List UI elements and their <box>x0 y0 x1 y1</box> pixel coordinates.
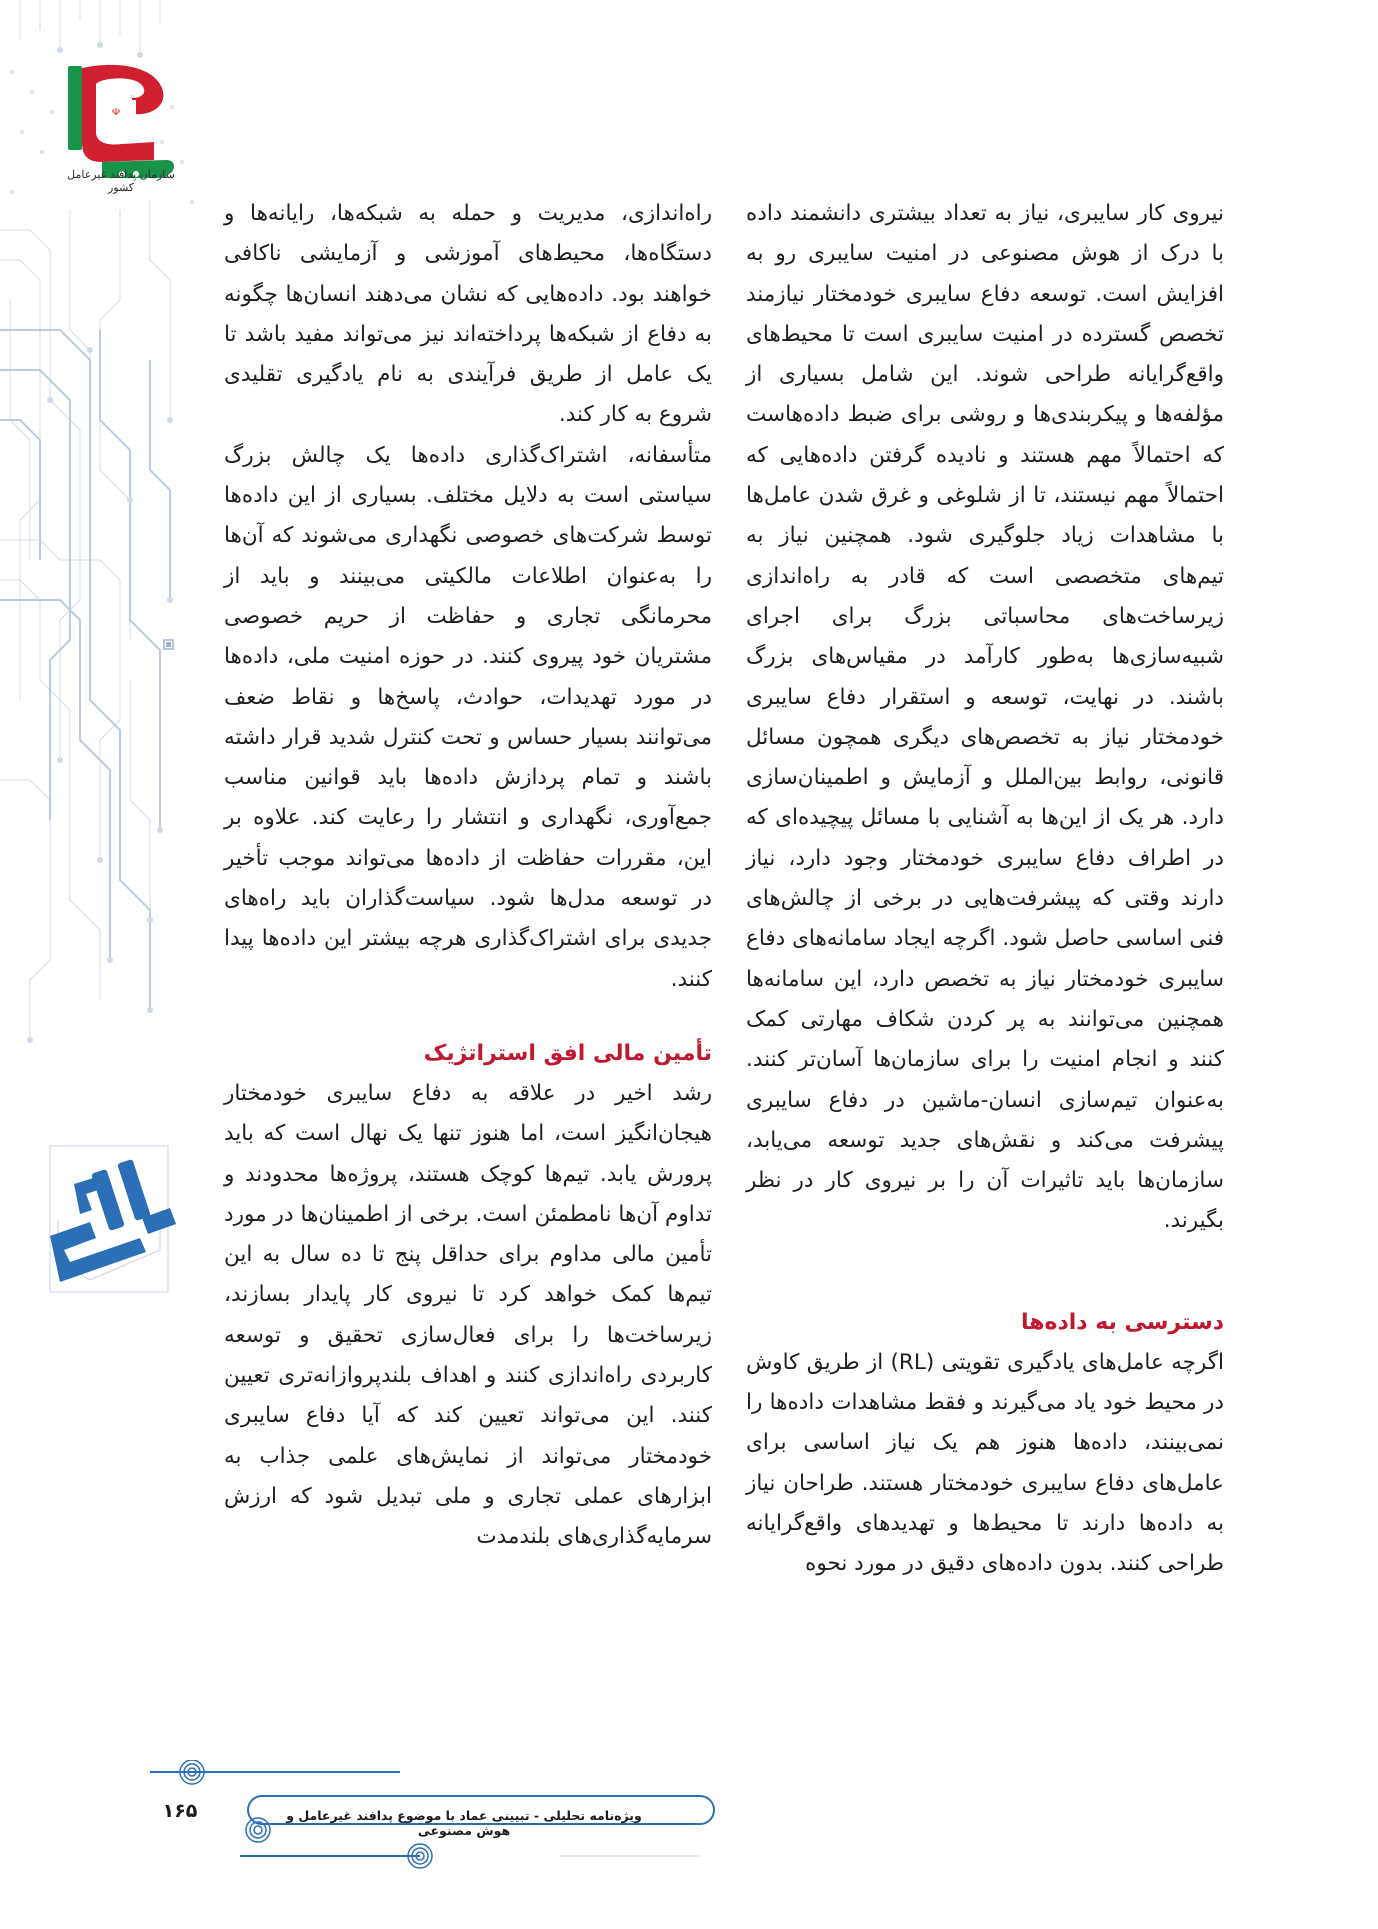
svg-text:☫: ☫ <box>111 107 121 118</box>
left-column <box>224 194 712 1558</box>
right-column <box>746 194 1224 1585</box>
body-paragraph: متأسفانه، اشتراک‌گذاری داده‌ها یک چالش بزرگ سیاستی است به دلایل مختلف. بسیاری از این داده‌ها توسط شرکت‌های خصوصی نگهداری می‌شوند که آن‌ها را به‌عنوان اطلاعات مالکیتی می‌بینند و باید از محرمانگی تجاری و حفاظت از حریم خصوصی مشتریان خود پیروی کنند. در حوزه امنیت ملی، داده‌ها در مورد تهدیدات، حوادث، پاسخ‌ها و نقاط ضعف می‌توانند بسیار حساس و تحت کنترل شدید قرار داشته باشند و تمام پردازش داده‌ها باید قوانین مناسب جمع‌آوری، نگهداری و انتشار را رعایت کند. علاوه بر این، مقررات حفاظت از داده‌ها می‌تواند موجب تأخیر در توسعه مدل‌ها شود. سیاست‌گذاران باید راه‌های جدیدی برای اشتراک‌گذاری هرچه بیشتر این داده‌ها پیدا کنند. <box>224 442 712 992</box>
body-paragraph: راه‌اندازی، مدیریت و حمله به شبکه‌ها، رایانه‌ها و دستگاه‌ها، محیط‌های آموزشی و آزمایشی ناکافی خواهند بود. داده‌هایی که نشان می‌دهند انسان‌ها چگونه به دفاع از شبکه‌ها پرداخته‌اند نیز می‌تواند مفید باشد تا یک عامل از طریق فرآیندی به نام یادگیری تقلیدی شروع به کار کند. <box>224 201 712 428</box>
body-paragraph: اگرچه عامل‌های یادگیری تقویتی (RL) از طریق کاوش در محیط خود یاد می‌گیرند و فقط مشاهدات داده‌ها را نمی‌بینند، داده‌ها هنوز هم یک نیاز اساسی برای عامل‌های دفاع سایبری خودمختار هستند. طراحان نیاز به داده‌ها دارند تا محیط‌ها و تهدیدهای واقع‌گرایانه طراحی کنند. بدون داده‌های دقیق در مورد نحوه <box>746 1349 1224 1577</box>
page-number: ۱۶۵ <box>162 1800 198 1822</box>
logo-caption: سازمان پدافند غیرعامل کشور <box>67 168 175 194</box>
emad-emblem-icon <box>30 1140 190 1300</box>
body-paragraph: نیروی کار سایبری، نیاز به تعداد بیشتری دانشمند داده با درک از هوش مصنوعی در امنیت سایبری رو به افزایش است. توسعه دفاع سایبری خودمختار نیازمند تخصص گسترده در امنیت سایبری است تا محیط‌های واقع‌گرایانه طراحی شوند. این شامل بسیاری از مؤلفه‌ها و پیکربندی‌ها و روشی برای ضبط داده‌هاست که احتمالاً مهم هستند و نادیده گرفتن داده‌هایی که احتمالاً مهم نیستند، تا از شلوغی و غرق شدن عامل‌ها با مشاهدات زیاد جلوگیری شود. همچنین نیاز به تیم‌های متخصصی است که قادر به راه‌اندازی زیرساخت‌های محاسباتی بزرگ برای اجرای شبیه‌سازی‌ها به‌طور کارآمد در مقیاس‌های بزرگ باشند. در نهایت، توسعه و استقرار دفاع سایبری خودمختار نیاز به تخصص‌های دیگری همچون مسائل قانونی، روابط بین‌الملل و آزمایش و اطمینان‌سازی دارد. هر یک از این‌ها به آشنایی با مسائل پیچیده‌ای که در اطراف دفاع سایبری خودمختار وجود دارد، نیاز دارند وقتی که پیشرفت‌هایی در برخی از چالش‌های فنی اساسی حاصل شود. اگرچه ایجاد سامانه‌های دفاع سایبری خودمختار نیاز به تخصص دارد، این سامانه‌ها همچنین می‌توانند به پر کردن شکاف مهارتی کمک کنند و انجام امنیت را برای سازمان‌ها آسان‌تر کنند. به‌عنوان تیم‌سازی انسان-ماشین در دفاع سایبری پیشرفت می‌کند و نقش‌های جدید توسعه می‌یابد، سازمان‌ها باید تاثیرات آن را بر نیروی کار در نظر بگیرند. <box>746 201 1224 1234</box>
body-paragraph: رشد اخیر در علاقه به دفاع سایبری خودمختار هیجان‌انگیز است، اما هنوز تنها یک نهال است که باید پرورش یابد. تیم‌ها کوچک هستند، پروژه‌ها محدودند و تداوم آن‌ها نامطمئن است. برخی از اطمینان‌ها در مورد تأمین مالی مداوم برای حداقل پنج تا ده سال به این تیم‌ها کمک خواهد کرد تا نیروی کار پایدار بسازند، زیرساخت‌ها را برای فعال‌سازی تحقیق و توسعه کاربردی راه‌اندازی کنند و اهداف بلندپروازانه‌تری تعیین کنند. این می‌تواند تعیین کند که آیا دفاع سایبری خودمختار می‌تواند از نمایش‌های علمی جذاب به ابزارهای عملی تجاری و ملی تبدیل شود که ارزش سرمایه‌گذاری‌های بلندمدت <box>224 1080 712 1550</box>
section-heading-data-access: دسترسی به داده‌ها <box>1020 1309 1224 1335</box>
footer-title: ویژه‌نامه تحلیلی - تبیینی عماد با موضوع پدافند غیرعامل و هوش مصنوعی <box>286 1808 642 1838</box>
section-heading-strategic-funding: تأمین مالی افق استراتژیک <box>423 1040 712 1066</box>
organization-logo-icon <box>62 62 180 182</box>
